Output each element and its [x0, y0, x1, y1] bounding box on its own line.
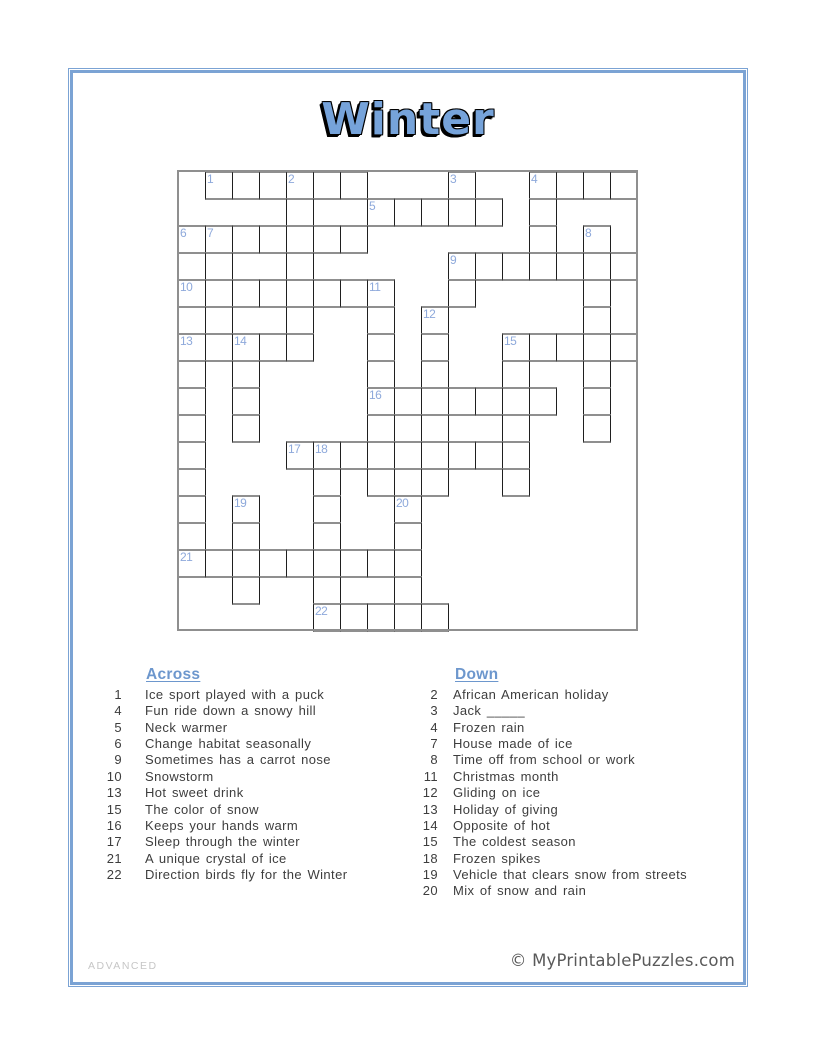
grid-cell[interactable] — [610, 252, 638, 281]
clue-text: Sometimes has a carrot nose — [145, 752, 331, 768]
grid-cell[interactable] — [421, 333, 449, 362]
down-clue-item — [420, 720, 687, 736]
down-clue-item — [420, 769, 687, 785]
clue-number: 15 — [106, 801, 122, 817]
grid-cell[interactable] — [367, 414, 395, 443]
grid-cell[interactable] — [313, 468, 341, 497]
grid-cell[interactable] — [394, 441, 422, 470]
clue-text: Vehicle that clears snow from streets — [453, 866, 688, 882]
grid-cell-number: 12 — [423, 307, 436, 321]
grid-cell[interactable] — [529, 333, 557, 362]
grid-cell[interactable] — [610, 333, 638, 362]
grid-cell[interactable] — [529, 387, 557, 416]
puzzle-title: Winter — [321, 94, 495, 145]
down-clue-item — [420, 785, 687, 801]
down-clue-item — [420, 687, 687, 703]
clue-text: Keeps your hands warm — [145, 817, 299, 833]
clue-text: Fun ride down a snowy hill — [145, 703, 317, 719]
clue-text: Mix of snow and rain — [453, 883, 587, 899]
clue-number: 18 — [422, 850, 438, 866]
grid-cell[interactable] — [448, 387, 476, 416]
grid-cell-number: 2 — [288, 172, 295, 186]
grid-cell[interactable] — [448, 441, 476, 470]
grid-cell-number: 10 — [180, 280, 193, 294]
grid-cell[interactable] — [583, 252, 611, 281]
across-clue-item — [100, 834, 347, 850]
grid-cell[interactable] — [394, 576, 422, 605]
grid-cell[interactable] — [286, 333, 314, 362]
grid-cell[interactable] — [232, 360, 260, 389]
grid-cell[interactable] — [421, 468, 449, 497]
grid-cell[interactable] — [286, 198, 314, 227]
clue-number: 9 — [114, 752, 122, 768]
grid-cell[interactable] — [313, 225, 341, 254]
grid-cell[interactable] — [529, 252, 557, 281]
grid-cell[interactable] — [178, 360, 206, 389]
grid-cell[interactable] — [556, 252, 584, 281]
grid-cell[interactable] — [286, 279, 314, 308]
grid-cell[interactable] — [502, 387, 530, 416]
clue-text: Christmas month — [453, 768, 559, 784]
across-clue-item — [100, 752, 347, 768]
down-clue-item — [420, 867, 687, 883]
across-clue-item — [100, 687, 347, 703]
clue-text: Frozen rain — [453, 719, 525, 735]
grid-cell-number: 5 — [369, 199, 376, 213]
grid-cell[interactable] — [394, 387, 422, 416]
clue-number: 5 — [114, 719, 122, 735]
clue-text: African American holiday — [453, 687, 609, 702]
clue-number: 2 — [430, 687, 438, 702]
grid-cell[interactable] — [205, 279, 233, 308]
grid-cell[interactable] — [259, 333, 287, 362]
grid-cell[interactable] — [367, 306, 395, 335]
grid-cell[interactable] — [259, 279, 287, 308]
grid-cell[interactable] — [178, 387, 206, 416]
across-clue-item — [100, 703, 347, 719]
grid-cell[interactable] — [286, 549, 314, 578]
clue-text: House made of ice — [453, 736, 573, 752]
down-clue-list — [420, 687, 687, 900]
grid-cell-number: 11 — [369, 280, 381, 294]
clue-number: 10 — [106, 768, 122, 784]
grid-cell-number: 7 — [207, 226, 214, 240]
grid-cell-number: 21 — [180, 550, 193, 564]
across-clue-item — [100, 785, 347, 801]
clue-text: Gliding on ice — [453, 785, 541, 801]
across-clue-item — [100, 802, 347, 818]
grid-cell[interactable] — [340, 441, 368, 470]
down-clue-item — [420, 818, 687, 834]
down-clue-item — [420, 834, 687, 850]
grid-cell[interactable] — [340, 171, 368, 200]
grid-cell[interactable] — [340, 603, 368, 632]
down-clue-item — [420, 802, 687, 818]
grid-cell[interactable] — [205, 549, 233, 578]
grid-cell-number: 8 — [585, 226, 592, 240]
grid-cell[interactable] — [421, 603, 449, 632]
clue-number: 16 — [106, 817, 122, 833]
grid-cell[interactable] — [502, 468, 530, 497]
copyright-label: © MyPrintablePuzzles.com — [509, 951, 735, 970]
grid-cell[interactable] — [232, 522, 260, 551]
grid-cell[interactable] — [421, 414, 449, 443]
down-clue-item — [420, 851, 687, 867]
grid-cell-number: 4 — [531, 172, 538, 186]
grid-cell[interactable] — [583, 171, 611, 200]
across-heading: Across — [146, 666, 201, 683]
clue-number: 13 — [422, 801, 438, 817]
clue-number: 14 — [422, 817, 438, 833]
grid-cell[interactable] — [259, 171, 287, 200]
grid-cell[interactable] — [286, 306, 314, 335]
grid-cell-number: 3 — [450, 172, 457, 186]
grid-cell-number: 15 — [504, 334, 517, 348]
grid-cell-number: 20 — [396, 496, 409, 510]
grid-cell[interactable] — [502, 252, 530, 281]
grid-cell[interactable] — [232, 387, 260, 416]
grid-cell-number: 22 — [315, 604, 328, 618]
grid-cell[interactable] — [394, 549, 422, 578]
grid-cell[interactable] — [583, 414, 611, 443]
down-clue-item — [420, 752, 687, 768]
grid-cell[interactable] — [421, 387, 449, 416]
grid-cell[interactable] — [529, 225, 557, 254]
clue-number: 12 — [422, 785, 438, 801]
grid-cell[interactable] — [205, 333, 233, 362]
clue-number: 19 — [422, 866, 438, 882]
grid-cell[interactable] — [340, 549, 368, 578]
grid-cell[interactable] — [421, 360, 449, 389]
clue-text: Opposite of hot — [453, 817, 551, 833]
grid-cell[interactable] — [205, 252, 233, 281]
clue-text: Direction birds fly for the Winter — [145, 866, 348, 882]
across-clue-item — [100, 720, 347, 736]
clue-number: 6 — [114, 736, 122, 752]
grid-cell[interactable] — [475, 387, 503, 416]
grid-cell[interactable] — [286, 225, 314, 254]
grid-cell[interactable] — [556, 333, 584, 362]
clue-text: Frozen spikes — [453, 850, 541, 866]
clue-number: 4 — [114, 703, 122, 719]
grid-cell[interactable] — [259, 225, 287, 254]
grid-cell[interactable] — [178, 495, 206, 524]
clue-number: 21 — [106, 850, 122, 866]
across-clue-list — [100, 687, 347, 883]
grid-cell[interactable] — [475, 198, 503, 227]
grid-cell[interactable] — [313, 522, 341, 551]
clue-number: 8 — [430, 752, 438, 768]
grid-cell[interactable] — [583, 306, 611, 335]
grid-cell[interactable] — [610, 171, 638, 200]
across-clue-item — [100, 867, 347, 883]
grid-cell[interactable] — [178, 468, 206, 497]
clue-text: Change habitat seasonally — [145, 736, 312, 752]
grid-cell[interactable] — [232, 414, 260, 443]
crossword-grid — [178, 171, 637, 630]
clue-number: 7 — [430, 736, 438, 752]
grid-cell[interactable] — [259, 549, 287, 578]
across-clue-item — [100, 736, 347, 752]
grid-cell-number: 6 — [180, 226, 187, 240]
grid-cell[interactable] — [448, 279, 476, 308]
clue-number: 1 — [114, 687, 122, 702]
grid-cell[interactable] — [178, 441, 206, 470]
grid-cell[interactable] — [583, 387, 611, 416]
grid-cell[interactable] — [502, 360, 530, 389]
clue-text: Holiday of giving — [453, 801, 559, 817]
clue-text: Time off from school or work — [453, 752, 635, 768]
down-clue-item — [420, 736, 687, 752]
across-clue-item — [100, 769, 347, 785]
grid-cell[interactable] — [313, 495, 341, 524]
clue-number: 15 — [422, 834, 438, 850]
grid-cell[interactable] — [313, 171, 341, 200]
grid-cell[interactable] — [475, 252, 503, 281]
grid-cell[interactable] — [232, 279, 260, 308]
across-clue-item — [100, 851, 347, 867]
grid-cell[interactable] — [502, 441, 530, 470]
grid-cell[interactable] — [394, 522, 422, 551]
grid-cell[interactable] — [178, 414, 206, 443]
grid-cell[interactable] — [367, 333, 395, 362]
grid-cell[interactable] — [502, 414, 530, 443]
grid-cell[interactable] — [367, 441, 395, 470]
grid-cell-number: 13 — [180, 334, 193, 348]
difficulty-label: ADVANCED — [88, 960, 158, 972]
grid-cell-number: 17 — [288, 442, 301, 456]
clue-text: Snowstorm — [145, 768, 214, 784]
across-clue-item — [100, 818, 347, 834]
grid-cell[interactable] — [421, 198, 449, 227]
grid-cell[interactable] — [394, 603, 422, 632]
clue-text: Hot sweet drink — [145, 785, 244, 801]
grid-cell[interactable] — [313, 279, 341, 308]
clue-text: Jack _____ — [453, 703, 525, 719]
clue-number: 11 — [423, 768, 438, 784]
grid-cell-number: 14 — [234, 334, 247, 348]
grid-cell-number: 1 — [207, 172, 214, 186]
down-clue-item — [420, 703, 687, 719]
clue-text: Sleep through the winter — [145, 834, 301, 850]
grid-cell[interactable] — [394, 198, 422, 227]
down-heading: Down — [455, 666, 499, 683]
grid-cell[interactable] — [529, 198, 557, 227]
grid-cell-number: 19 — [234, 496, 247, 510]
grid-cell[interactable] — [286, 252, 314, 281]
grid-cell[interactable] — [340, 225, 368, 254]
clue-number: 17 — [106, 834, 122, 850]
grid-cell[interactable] — [313, 549, 341, 578]
grid-cell[interactable] — [313, 576, 341, 605]
clue-text: A unique crystal of ice — [145, 850, 287, 866]
grid-cell[interactable] — [475, 441, 503, 470]
clue-text: The coldest season — [453, 834, 576, 850]
grid-cell[interactable] — [232, 225, 260, 254]
grid-cell[interactable] — [340, 279, 368, 308]
grid-cell-number: 9 — [450, 253, 457, 267]
grid-cell[interactable] — [205, 306, 233, 335]
grid-cell-number: 16 — [369, 388, 382, 402]
grid-cell[interactable] — [583, 279, 611, 308]
grid-cell[interactable] — [178, 522, 206, 551]
grid-cell[interactable] — [367, 468, 395, 497]
down-clue-item — [420, 883, 687, 899]
grid-cell[interactable] — [556, 171, 584, 200]
clue-text: Neck warmer — [145, 719, 228, 735]
clue-number: 20 — [422, 883, 438, 899]
grid-cell[interactable] — [421, 441, 449, 470]
grid-cell[interactable] — [367, 603, 395, 632]
grid-cell[interactable] — [232, 171, 260, 200]
clue-text: The color of snow — [145, 801, 259, 817]
grid-cell[interactable] — [448, 198, 476, 227]
clue-number: 4 — [430, 719, 438, 735]
clue-number: 13 — [106, 785, 122, 801]
grid-cell[interactable] — [367, 360, 395, 389]
grid-cell[interactable] — [232, 549, 260, 578]
clue-number: 22 — [106, 866, 122, 882]
grid-cell-number: 18 — [315, 442, 328, 456]
clue-text: Ice sport played with a puck — [145, 687, 325, 702]
grid-cell[interactable] — [232, 576, 260, 605]
grid-cell[interactable] — [583, 360, 611, 389]
grid-cell[interactable] — [367, 549, 395, 578]
grid-cell[interactable] — [583, 333, 611, 362]
clue-number: 3 — [430, 703, 438, 719]
